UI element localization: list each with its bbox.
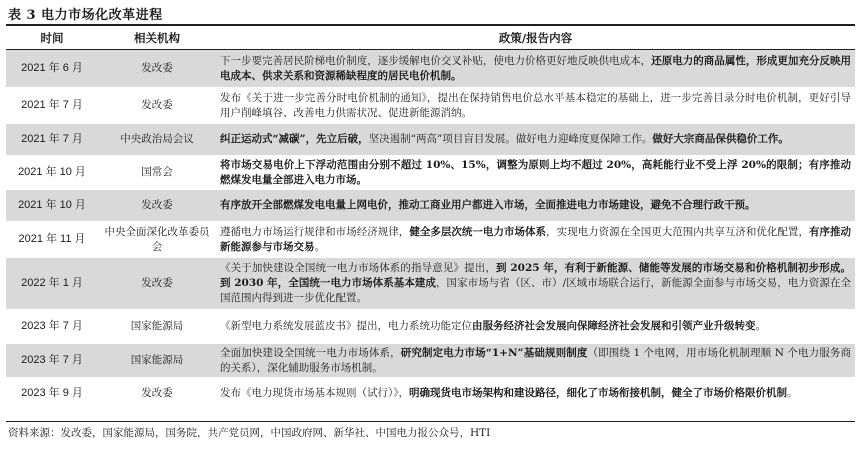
top-rule xyxy=(6,24,855,26)
row-date: 2021 年 7 月 xyxy=(6,124,98,156)
table-row xyxy=(6,310,855,344)
content-bold-segment: 纠正运动式“减碳”，先立后破， xyxy=(220,133,369,145)
content-segment: 坚决遏制“两高”项目盲目发展。做好电力迎峰度夏保障工作。 xyxy=(368,133,653,145)
row-date: 2023 年 9 月 xyxy=(6,378,98,410)
row-content xyxy=(216,310,855,344)
row-org: 发改委 xyxy=(98,258,216,310)
row-date: 2022 年 1 月 xyxy=(6,258,98,310)
header-content: 政策/报告内容 xyxy=(216,27,855,50)
row-date: 2023 年 7 月 xyxy=(6,310,98,344)
content-bold-segment: 健全多层次统一电力市场体系 xyxy=(409,225,547,238)
row-content xyxy=(216,50,855,88)
content-segment: 发布《关于进一步完善分时电价机制的通知》，提出在保持销售电价总水平基本稳定的基础上，进一步完善目录分时电价机制，更好引导用户削峰填谷、改善电力供需状况、促进新能源消纳。 xyxy=(220,91,851,119)
header-time: 时间 xyxy=(6,27,98,50)
row-org: 国家能源局 xyxy=(98,310,216,344)
content-segment: 下一步要完善居民阶梯电价制度，逐步缓解电价交叉补贴，使电力价格更好地反映供电成本， xyxy=(220,54,652,67)
row-org: 中央政治局会议 xyxy=(98,124,216,156)
content-segment: 。 xyxy=(314,240,325,253)
content-segment: 。 xyxy=(755,320,766,332)
bottom-rule xyxy=(6,421,855,422)
content-segment: 发布《电力现货市场基本规则（试行）》， xyxy=(220,387,409,399)
policy-table xyxy=(6,27,855,410)
table-row xyxy=(6,222,855,258)
row-content xyxy=(216,124,855,156)
row-date: 2021 年 11 月 xyxy=(6,222,98,258)
content-bold-segment: 还原电力的商品属性，形成更加充分反映用电成本、供求关系和资源稀缺程度的居民电价机制。 xyxy=(220,54,852,82)
table-row xyxy=(6,50,855,88)
content-bold-segment: 明确现货电市场架构和建设路径，细化了市场衔接机制，健全了市场价格限价机制 xyxy=(409,387,787,399)
row-date: 2021 年 7 月 xyxy=(6,88,98,124)
header-org: 相关机构 xyxy=(98,27,216,50)
content-segment: ，实现电力资源在全国更大范围内共享互济和优化配置， xyxy=(546,225,809,238)
row-org: 发改委 xyxy=(98,50,216,88)
header-row xyxy=(6,27,855,50)
table-row xyxy=(6,124,855,156)
row-date: 2023 年 7 月 xyxy=(6,344,98,378)
row-content xyxy=(216,156,855,190)
content-segment: 《新型电力系统发展蓝皮书》提出，电力系统功能定位 xyxy=(220,320,472,332)
row-content xyxy=(216,190,855,222)
content-segment: 全面加快建设全国统一电力市场体系， xyxy=(220,346,401,359)
row-content xyxy=(216,222,855,258)
row-date: 2021 年 6 月 xyxy=(6,50,98,88)
content-bold-segment: 将市场交易电价上下浮动范围由分别不超过 10%、15%，调整为原则上均不超过 20%，高耗能行业不受上浮 20%的限制；有序推动燃煤发电量全部进入电力市场。 xyxy=(220,158,851,186)
row-org: 国家能源局 xyxy=(98,344,216,378)
source-note: 资料来源：发改委，国家能源局，国务院，共产党员网，中国政府网、新华社、中国电力报公众号，HTI xyxy=(8,427,491,439)
table-row xyxy=(6,88,855,124)
table-row xyxy=(6,378,855,410)
content-bold-segment: 由服务经济社会发展向保障经济社会发展和引领产业升级转变 xyxy=(472,320,756,332)
content-bold-segment: 研究制定电力市场“1+N”基础规则制度 xyxy=(400,346,588,359)
row-date: 2021 年 10 月 xyxy=(6,190,98,222)
row-content xyxy=(216,258,855,310)
content-segment: （即围绕 1 个电网，用市场化机制理顺 N 个电力服务商的关系），深化辅助服务市场机制。 xyxy=(220,346,852,374)
content-segment: 遵循电力市场运行规律和市场经济规律， xyxy=(220,225,410,238)
table-title: 表 3 电力市场化改革进程 xyxy=(8,8,163,23)
row-org: 发改委 xyxy=(98,88,216,124)
content-segment: 《关于加快建设全国统一电力市场体系的指导意见》提出， xyxy=(220,262,496,274)
content-bold-segment: 有序放开全部燃煤发电电量上网电价，推动工商业用户都进入市场，全面推进电力市场建设，避免不合理行政干预。 xyxy=(220,199,756,211)
table-row xyxy=(6,258,855,310)
row-org: 发改委 xyxy=(98,378,216,410)
content-segment: ，国家市场与省（区、市）/区域市场联合运行，新能源全面参与市场交易，电力资源在全国范围内得到进一步优化配置。 xyxy=(220,277,851,304)
row-date: 2021 年 10 月 xyxy=(6,156,98,190)
table-row xyxy=(6,344,855,378)
row-org: 发改委 xyxy=(98,190,216,222)
content-segment: 。 xyxy=(787,387,798,399)
content-bold-segment: 做好大宗商品保供稳价工作。 xyxy=(652,133,789,145)
row-content xyxy=(216,88,855,124)
table-row xyxy=(6,190,855,222)
content-bold-segment: 到 2025 年，有利于新能源、储能等发展的市场交易和价格机制初步形成。到 2030 年，全国统一电力市场体系基本建成 xyxy=(220,262,851,289)
row-content xyxy=(216,378,855,410)
row-org: 中央全面深化改革委员会 xyxy=(98,222,216,258)
row-content xyxy=(216,344,855,378)
row-org: 国常会 xyxy=(98,156,216,190)
content-bold-segment: 有序推动新能源参与市场交易 xyxy=(220,225,852,253)
table-row xyxy=(6,156,855,190)
